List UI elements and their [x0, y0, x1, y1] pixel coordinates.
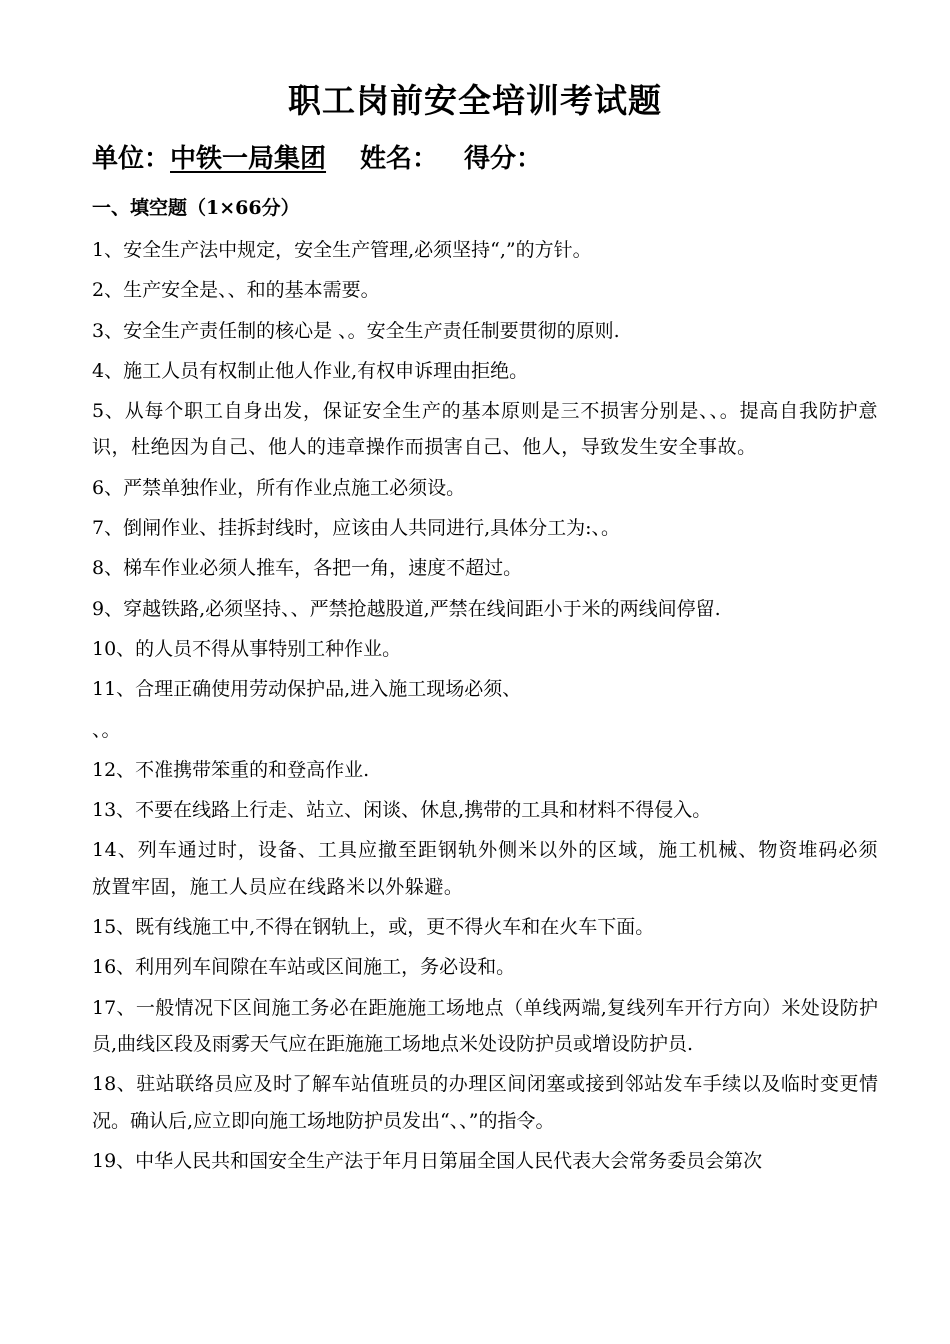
exam-header [92, 138, 892, 180]
question-item: 5、从每个职工自身出发，保证安全生产的基本原则是三不损害分别是、、。提高自我防护意识，杜绝因为自己、他人的违章操作而损害自己、他人，导致发生安全事故。 [92, 400, 878, 459]
question-item: 10、的人员不得从事特别工种作业。 [92, 637, 402, 660]
question-item: 7、倒闸作业、挂拆封线时，应该由人共同进行,具体分工为:、。 [92, 517, 621, 540]
question-item: 2、生产安全是、、和的基本需要。 [92, 279, 380, 302]
question-list [92, 232, 878, 1183]
question-item: 16、利用列车间隙在车站或区间施工，务必设和。 [92, 956, 516, 979]
question-item: 9、穿越铁路,必须坚持、、严禁抢越股道,严禁在线间距小于米的两线间停留. [92, 597, 721, 620]
score-label: 得分： [464, 144, 543, 174]
question-item: 、。 [92, 718, 121, 741]
question-item: 6、严禁单独作业，所有作业点施工必须设。 [92, 476, 466, 499]
question-item: 8、梯车作业必须人推车，各把一角，速度不超过。 [92, 557, 523, 580]
question-item: 1、安全生产法中规定，安全生产管理,必须坚持“,”的方针。 [92, 239, 592, 261]
section-heading: 一、填空题（1×66分） [92, 197, 300, 219]
question-item: 3、安全生产责任制的核心是 、。安全生产责任制要贯彻的原则. [92, 319, 620, 342]
question-item: 11、合理正确使用劳动保护品,进入施工现场必须、 [92, 678, 522, 701]
question-item: 17、一般情况下区间施工务必在距施施工场地点（单线两端,复线列车开行方向）米处设防护员,曲线区段及雨雾天气应在距施施工场地点米处设防护员或增设防护员. [92, 996, 878, 1055]
unit-label: 单位： [92, 144, 171, 174]
question-item: 13、不要在线路上行走、站立、闲谈、休息,携带的工具和材料不得侵入。 [92, 799, 712, 822]
question-item: 12、不准携带笨重的和登高作业. [92, 758, 370, 781]
page-title: 职工岗前安全培训考试题 [288, 81, 662, 120]
question-item: 14、列车通过时，设备、工具应撤至距钢轨外侧米以外的区域，施工机械、物资堆码必须放置牢固，施工人员应在线路米以外躲避。 [92, 839, 878, 898]
question-item: 4、施工人员有权制止他人作业,有权申诉理由拒绝。 [92, 359, 529, 382]
question-item: 19、中华人民共和国安全生产法于年月日第届全国人民代表大会常务委员会第次 [92, 1149, 763, 1172]
question-item: 18、驻站联络员应及时了解车站值班员的办理区间闭塞或接到邻站发车手续以及临时变更情况。确认后,应立即向施工场地防护员发出“、、”的指令。 [92, 1073, 878, 1132]
name-label: 姓名： [360, 144, 439, 174]
unit-value: 中铁一局集团 [170, 144, 327, 174]
question-item: 15、既有线施工中,不得在钢轨上，或，更不得火车和在火车下面。 [92, 916, 655, 939]
